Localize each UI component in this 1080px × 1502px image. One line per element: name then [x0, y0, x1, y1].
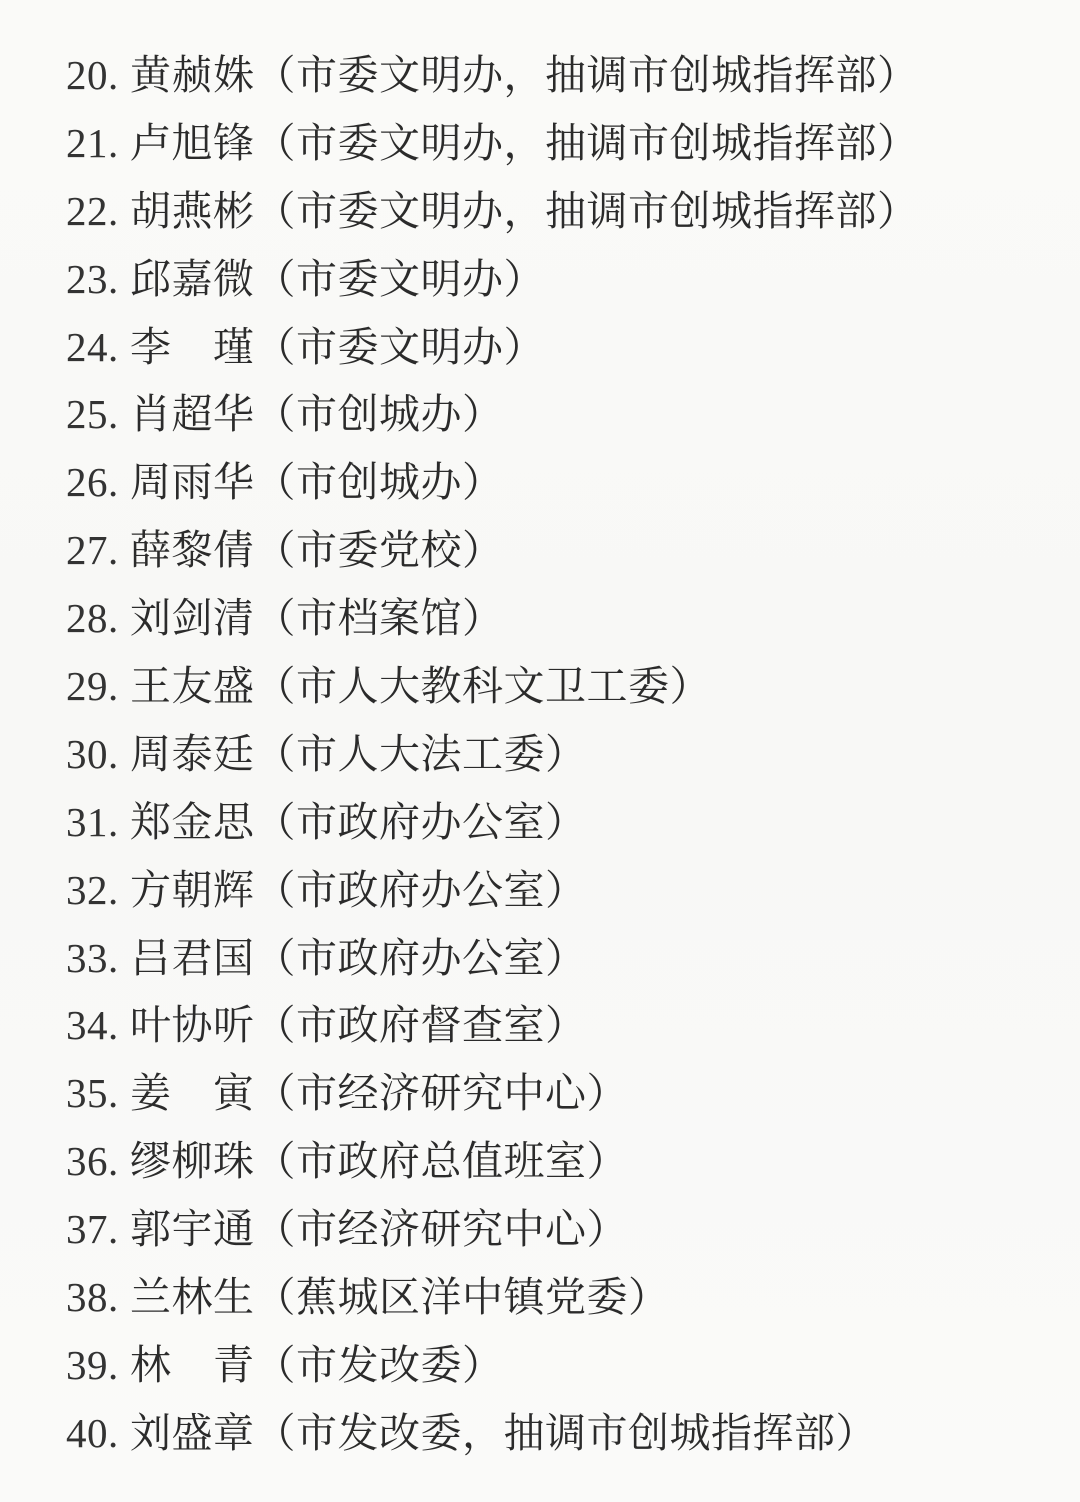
- list-item: [66, 459, 1040, 527]
- entry-affiliation: （市政府办公室）: [254, 866, 587, 913]
- entry-affiliation: （市政府督查室）: [254, 1002, 587, 1049]
- entry-number: 24.: [66, 323, 119, 370]
- list-item: [66, 52, 1040, 120]
- entry-name: 黄赪姝: [130, 52, 255, 98]
- entry-name: 邱嘉微: [130, 255, 255, 302]
- entry-number: 30.: [66, 730, 119, 777]
- entry-affiliation: （市委文明办，抽调市创城指挥部）: [254, 119, 919, 166]
- list-item: [66, 867, 1040, 935]
- list-item: [66, 120, 1040, 188]
- entry-number: 23.: [66, 255, 119, 302]
- entry-number: 33.: [66, 934, 119, 981]
- entry-name: 薛黎倩: [130, 527, 255, 574]
- entry-affiliation: （市委文明办）: [254, 323, 545, 370]
- entry-number: 37.: [66, 1206, 119, 1253]
- entry-name: 刘盛章: [130, 1409, 255, 1456]
- entry-name: 李 瑾: [130, 323, 255, 370]
- entry-number: 21.: [66, 119, 119, 166]
- entry-name: 周雨华: [130, 459, 255, 506]
- entry-name: 叶协听: [130, 1002, 255, 1049]
- entry-affiliation: （市政府办公室）: [254, 798, 587, 845]
- entry-name: 林 青: [130, 1341, 255, 1388]
- entry-number: 34.: [66, 1002, 119, 1049]
- list-item: [66, 527, 1040, 595]
- entry-number: 25.: [66, 391, 119, 438]
- list-item: [66, 663, 1040, 731]
- list-item: [66, 1206, 1040, 1274]
- list-item: [66, 1342, 1040, 1410]
- entry-affiliation: （市档案馆）: [254, 595, 504, 642]
- list-item: [66, 391, 1040, 459]
- entry-name: 刘剑清: [130, 595, 255, 642]
- entry-affiliation: （市创城办）: [254, 391, 504, 438]
- list-item: [66, 799, 1040, 867]
- entry-number: 20.: [66, 52, 119, 98]
- entry-number: 27.: [66, 527, 119, 574]
- entry-name: 肖超华: [130, 391, 255, 438]
- list-item: [66, 324, 1040, 392]
- entry-name: 吕君国: [130, 934, 255, 981]
- entry-affiliation: （市委党校）: [254, 527, 504, 574]
- entry-number: 28.: [66, 595, 119, 642]
- list-item: [66, 1002, 1040, 1070]
- entry-name: 周泰廷: [130, 730, 255, 777]
- entry-number: 31.: [66, 798, 119, 845]
- entry-number: 32.: [66, 866, 119, 913]
- entry-affiliation: （市发改委）: [254, 1341, 504, 1388]
- entry-number: 26.: [66, 459, 119, 506]
- entry-name: 卢旭锋: [130, 119, 255, 166]
- entry-affiliation: （市经济研究中心）: [254, 1070, 628, 1117]
- entry-affiliation: （市经济研究中心）: [254, 1206, 628, 1253]
- entry-number: 35.: [66, 1070, 119, 1117]
- list-item: [66, 188, 1040, 256]
- entry-affiliation: （市人大法工委）: [254, 730, 587, 777]
- list-item: [66, 256, 1040, 324]
- entry-name: 胡燕彬: [130, 187, 255, 234]
- list-item: [66, 1138, 1040, 1206]
- entry-name: 姜 寅: [130, 1070, 255, 1117]
- name-list: [66, 52, 1040, 1478]
- entry-number: 39.: [66, 1341, 119, 1388]
- entry-affiliation: （市政府办公室）: [254, 934, 587, 981]
- entry-name: 缪柳珠: [130, 1138, 255, 1185]
- entry-affiliation: （市政府总值班室）: [254, 1138, 628, 1185]
- entry-affiliation: （市人大教科文卫工委）: [254, 663, 711, 710]
- entry-number: 22.: [66, 187, 119, 234]
- entry-affiliation: （市委文明办，抽调市创城指挥部）: [254, 52, 919, 98]
- entry-affiliation: （市委文明办，抽调市创城指挥部）: [254, 187, 919, 234]
- entry-name: 郭宇通: [130, 1206, 255, 1253]
- entry-affiliation: （蕉城区洋中镇党委）: [254, 1274, 670, 1321]
- entry-name: 兰林生: [130, 1274, 255, 1321]
- entry-name: 郑金思: [130, 798, 255, 845]
- list-item: [66, 935, 1040, 1003]
- entry-affiliation: （市发改委，抽调市创城指挥部）: [254, 1409, 877, 1456]
- list-item: [66, 595, 1040, 663]
- entry-number: 36.: [66, 1138, 119, 1185]
- entry-affiliation: （市创城办）: [254, 459, 504, 506]
- entry-name: 方朝辉: [130, 866, 255, 913]
- entry-number: 29.: [66, 663, 119, 710]
- entry-affiliation: （市委文明办）: [254, 255, 545, 302]
- list-item: [66, 731, 1040, 799]
- entry-number: 38.: [66, 1274, 119, 1321]
- entry-name: 王友盛: [130, 663, 255, 710]
- entry-number: 40.: [66, 1409, 119, 1456]
- list-item: [66, 1274, 1040, 1342]
- list-item: [66, 1070, 1040, 1138]
- list-item: [66, 1410, 1040, 1478]
